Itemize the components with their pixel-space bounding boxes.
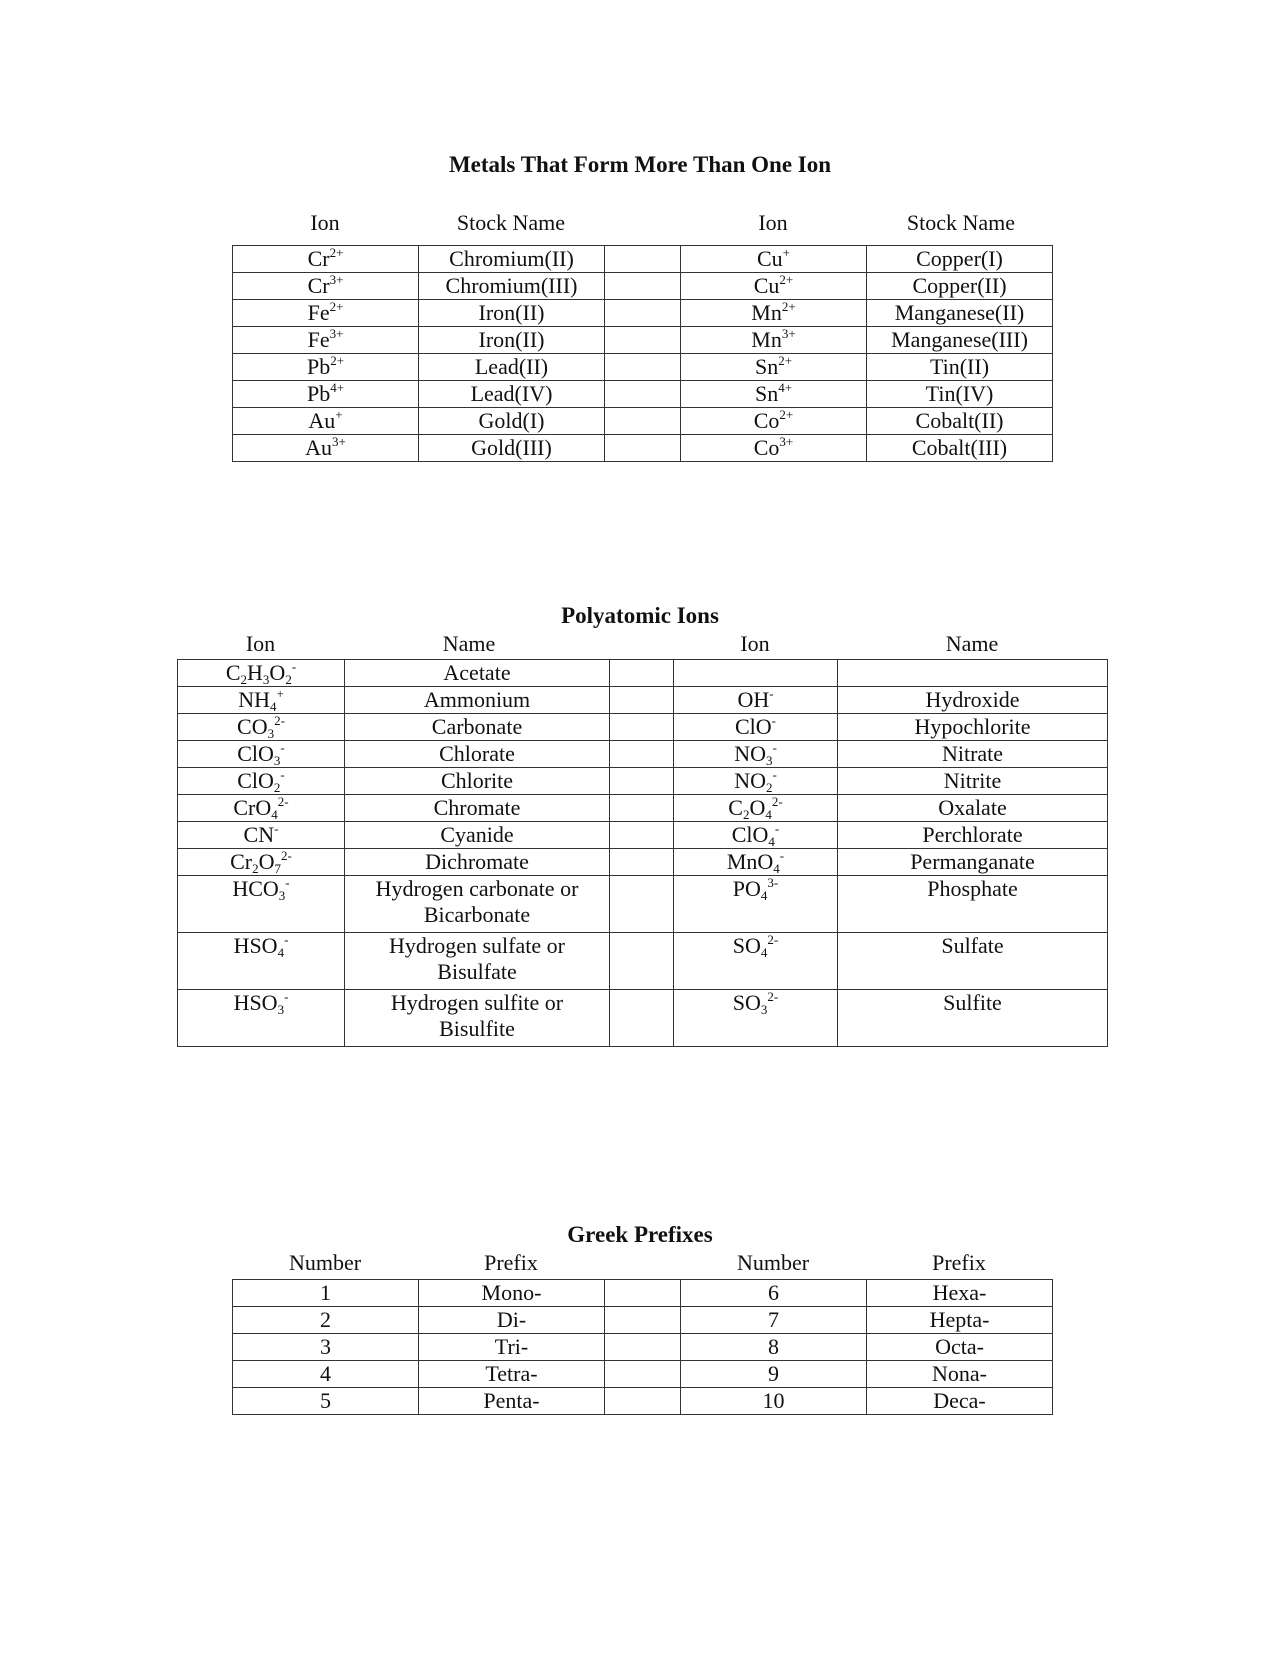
table-row (178, 741, 1108, 768)
ion-cell: $Fe^{2+}$ (233, 300, 419, 327)
metals-header-name-left: Stock Name (456, 210, 566, 235)
table-row (178, 768, 1108, 795)
ion-name-cell: Hydrogen sulfate or Bisulfate (345, 933, 610, 990)
ion-cell: Cu+ (681, 246, 867, 273)
metals-header-ion-right: Ion (758, 210, 788, 235)
spacer-cell (605, 246, 681, 273)
ion-cell: $PO_4^{3-}$ (674, 876, 838, 933)
ion-cell: ClO- (674, 714, 838, 741)
spacer-cell (610, 768, 674, 795)
ion-cell: $SO_3^{2-}$ (674, 990, 838, 1047)
ion-cell: $C_2O_4^{2-}$ (674, 795, 838, 822)
ion-name-cell: Nitrate (838, 741, 1108, 768)
prefix-cell: Deca- (867, 1388, 1053, 1415)
ion-name-cell: Hypochlorite (838, 714, 1108, 741)
ion-name-cell: Hydrogen carbonate or Bicarbonate (345, 876, 610, 933)
spacer-cell (605, 327, 681, 354)
spacer-cell (605, 1361, 681, 1388)
ion-cell: $HCO_3^-$ (178, 876, 345, 933)
prefix-cell: Nona- (867, 1361, 1053, 1388)
prefix-header-prefix-right: Prefix (932, 1250, 986, 1275)
table-row (178, 849, 1108, 876)
number-cell: 2 (233, 1307, 419, 1334)
table-row (233, 300, 1053, 327)
spacer-cell (610, 933, 674, 990)
prefix-cell: Tetra- (419, 1361, 605, 1388)
stock-name-cell: Cobalt(III) (867, 435, 1053, 462)
stock-name-cell: Tin(II) (867, 354, 1053, 381)
poly-header-name-right: Name (945, 631, 999, 656)
ion-name-cell: Chromate (345, 795, 610, 822)
ion-cell: OH- (674, 687, 838, 714)
ion-cell: $Au^{3+}$ (233, 435, 419, 462)
table-row (233, 381, 1053, 408)
spacer-cell (605, 354, 681, 381)
table-row (233, 1280, 1053, 1307)
prefix-cell: Hexa- (867, 1280, 1053, 1307)
polyatomic-title: Polyatomic Ions (561, 603, 719, 628)
ion-cell: $Fe^{3+}$ (233, 327, 419, 354)
number-cell: 3 (233, 1334, 419, 1361)
spacer-cell (610, 660, 674, 687)
table-row (178, 822, 1108, 849)
ion-cell: $NO_2^-$ (674, 768, 838, 795)
prefix-cell: Penta- (419, 1388, 605, 1415)
ion-cell: $Pb^{2+}$ (233, 354, 419, 381)
prefix-cell: Mono- (419, 1280, 605, 1307)
spacer-cell (605, 273, 681, 300)
ion-name-cell: Hydrogen sulfite or Bisulfite (345, 990, 610, 1047)
table-row (178, 933, 1108, 990)
ion-name-cell: Ammonium (345, 687, 610, 714)
ion-cell: $Cr^{2+}$ (233, 246, 419, 273)
table-row (233, 354, 1053, 381)
spacer-cell (610, 714, 674, 741)
ion-name-cell: Phosphate (838, 876, 1108, 933)
metals-header-name-right: Stock Name (906, 210, 1016, 235)
table-row (233, 273, 1053, 300)
prefix-cell: Tri- (419, 1334, 605, 1361)
stock-name-cell: Gold(I) (419, 408, 605, 435)
ion-name-cell: Oxalate (838, 795, 1108, 822)
table-row (233, 1307, 1053, 1334)
spacer-cell (610, 741, 674, 768)
ion-cell: $HSO_3^-$ (178, 990, 345, 1047)
table-row (178, 876, 1108, 933)
spacer-cell (610, 876, 674, 933)
stock-name-cell: Iron(II) (419, 327, 605, 354)
stock-name-cell: Lead(IV) (419, 381, 605, 408)
spacer-cell (610, 687, 674, 714)
spacer-cell (610, 849, 674, 876)
spacer-cell (605, 435, 681, 462)
ion-cell: $Cr_2O_7^{2-}$ (178, 849, 345, 876)
table-row (178, 714, 1108, 741)
stock-name-cell: Iron(II) (419, 300, 605, 327)
ion-name-cell: Cyanide (345, 822, 610, 849)
poly-header-ion-right: Ion (740, 631, 770, 656)
ion-cell: ClO$_3$- (178, 741, 345, 768)
ion-cell: $NH_4^+$ (178, 687, 345, 714)
number-cell: 8 (681, 1334, 867, 1361)
ion-name-cell: Perchlorate (838, 822, 1108, 849)
ion-cell: $CO_3^{2-}$ (178, 714, 345, 741)
ion-name-cell: Hydroxide (838, 687, 1108, 714)
table-row (178, 660, 1108, 687)
prefix-cell: Hepta- (867, 1307, 1053, 1334)
prefix-cell: Di- (419, 1307, 605, 1334)
prefixes-table (232, 1279, 1053, 1415)
table-row (233, 327, 1053, 354)
prefix-header-prefix-left: Prefix (484, 1250, 538, 1275)
poly-header-ion-left: Ion (245, 631, 276, 656)
spacer-cell (610, 795, 674, 822)
ion-name-cell: Chlorite (345, 768, 610, 795)
ion-name-cell: Nitrite (838, 768, 1108, 795)
metals-table (232, 245, 1053, 462)
ion-name-cell: Dichromate (345, 849, 610, 876)
stock-name-cell: Copper(II) (867, 273, 1053, 300)
prefixes-title: Greek Prefixes (567, 1222, 713, 1247)
prefix-cell: Octa- (867, 1334, 1053, 1361)
table-row (233, 1388, 1053, 1415)
spacer-cell (605, 1334, 681, 1361)
stock-name-cell: Tin(IV) (867, 381, 1053, 408)
spacer-cell (610, 822, 674, 849)
ion-cell: $SO_4^{2-}$ (674, 933, 838, 990)
table-row (233, 1361, 1053, 1388)
spacer-cell (605, 1280, 681, 1307)
number-cell: 7 (681, 1307, 867, 1334)
metals-title: Metals That Form More Than One Ion (448, 152, 832, 177)
number-cell: 4 (233, 1361, 419, 1388)
table-row (233, 1334, 1053, 1361)
table-row (233, 435, 1053, 462)
ion-cell: $Sn^{2+}$ (681, 354, 867, 381)
ion-cell: $Pb^{4+}$ (233, 381, 419, 408)
ion-name-cell: Acetate (345, 660, 610, 687)
table-row (178, 990, 1108, 1047)
stock-name-cell: Chromium(III) (419, 273, 605, 300)
stock-name-cell: Cobalt(II) (867, 408, 1053, 435)
ion-name-cell: Sulfate (838, 933, 1108, 990)
number-cell: 9 (681, 1361, 867, 1388)
ion-cell: $NO_3^-$ (674, 741, 838, 768)
table-row (178, 687, 1108, 714)
stock-name-cell: Manganese(III) (867, 327, 1053, 354)
ion-cell: CrO$_4^{2-}$ (178, 795, 345, 822)
stock-name-cell: Copper(I) (867, 246, 1053, 273)
table-row (233, 246, 1053, 273)
ion-cell: $C_2H_3O_2^-$ (178, 660, 345, 687)
ion-cell: $HSO_4^-$ (178, 933, 345, 990)
ion-cell: $Cu^{2+}$ (681, 273, 867, 300)
spacer-cell (610, 990, 674, 1047)
table-row (178, 795, 1108, 822)
spacer-cell (605, 381, 681, 408)
number-cell: 1 (233, 1280, 419, 1307)
prefix-header-number-right: Number (736, 1250, 810, 1275)
ion-cell: $Mn^{2+}$ (681, 300, 867, 327)
ion-cell: $Mn^{3+}$ (681, 327, 867, 354)
ion-name-cell: Carbonate (345, 714, 610, 741)
ion-cell: $Cr^{3+}$ (233, 273, 419, 300)
number-cell: 5 (233, 1388, 419, 1415)
spacer-cell (605, 1307, 681, 1334)
number-cell: 6 (681, 1280, 867, 1307)
ion-name-cell: Permanganate (838, 849, 1108, 876)
stock-name-cell: Manganese(II) (867, 300, 1053, 327)
prefix-header-number-left: Number (288, 1250, 362, 1275)
stock-name-cell: Gold(III) (419, 435, 605, 462)
ion-cell: ClO$_2$- (178, 768, 345, 795)
ion-cell: $Sn^{4+}$ (681, 381, 867, 408)
ion-cell: Au+ (233, 408, 419, 435)
poly-header-name-left: Name (442, 631, 496, 656)
ion-cell: $Co^{3+}$ (681, 435, 867, 462)
ion-cell: MnO$_4$- (674, 849, 838, 876)
stock-name-cell: Chromium(II) (419, 246, 605, 273)
number-cell: 10 (681, 1388, 867, 1415)
ion-cell: CN- (178, 822, 345, 849)
spacer-cell (605, 408, 681, 435)
ion-name-cell: Chlorate (345, 741, 610, 768)
ion-cell (674, 660, 838, 687)
ion-name-cell (838, 660, 1108, 687)
ion-cell: ClO$_4$- (674, 822, 838, 849)
spacer-cell (605, 300, 681, 327)
polyatomic-table (177, 659, 1108, 1047)
stock-name-cell: Lead(II) (419, 354, 605, 381)
metals-header-ion-left: Ion (310, 210, 340, 235)
table-row (233, 408, 1053, 435)
ion-cell: $Co^{2+}$ (681, 408, 867, 435)
spacer-cell (605, 1388, 681, 1415)
ion-name-cell: Sulfite (838, 990, 1108, 1047)
